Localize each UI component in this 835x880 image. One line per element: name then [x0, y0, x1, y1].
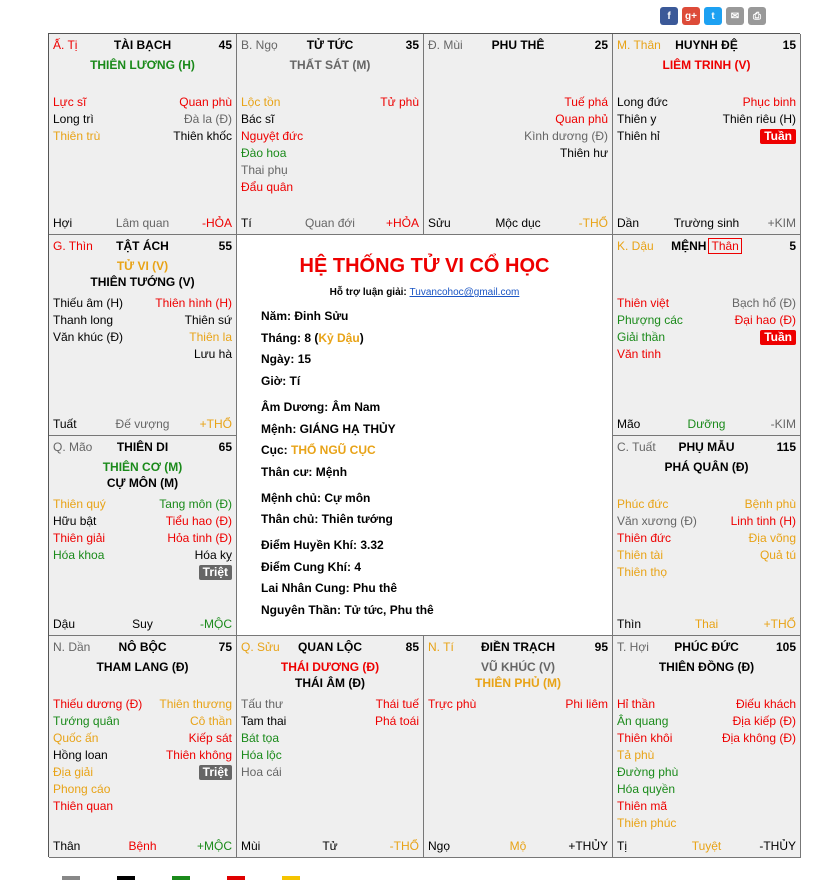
minor-star: Tả phù: [617, 748, 655, 762]
palace-name: ĐIỀN TRẠCH: [481, 640, 555, 654]
palace-name: NÔ BỘC: [118, 640, 167, 654]
minor-star: Quốc ấn: [53, 731, 99, 745]
main-star: THÁI DƯƠNG (Đ): [280, 660, 380, 674]
footer-element: +THỔ: [199, 417, 232, 431]
palace-name: TỬ TỨC: [306, 38, 354, 52]
footer-branch: Mùi: [241, 839, 261, 853]
palace-header: [617, 38, 796, 52]
minor-star: Tuế phá: [564, 95, 608, 109]
footer-branch: Dậu: [53, 617, 76, 631]
main-star: CỰ MÔN (M): [106, 476, 179, 490]
palace-name: PHU THÊ: [491, 38, 545, 52]
info-label: Lai Nhân Cung:: [261, 581, 353, 595]
info-value: THỔ NGŨ CỤC: [291, 443, 376, 457]
minor-star: Lực sĩ: [53, 95, 87, 109]
info-label: Mệnh chủ:: [261, 491, 325, 505]
minor-star: Thiên khôi: [617, 731, 673, 745]
palace-footer: [617, 839, 796, 853]
minor-star: Hoa cái: [241, 765, 282, 779]
minor-star: Phá toái: [374, 714, 419, 728]
minor-stars-right: [375, 696, 419, 730]
palace-number: 5: [789, 239, 796, 253]
minor-star: Hóa lộc: [241, 748, 282, 762]
main-star: THAM LANG (Đ): [96, 660, 189, 674]
minor-star: [732, 329, 796, 346]
main-star: PHÁ QUÂN (Đ): [664, 460, 749, 474]
footer-element: -MỘC: [200, 617, 232, 631]
footer-element: -THỦY: [759, 839, 796, 853]
than-tag: Thân: [708, 238, 741, 254]
footer-stage: Lâm quan: [115, 216, 170, 230]
footer-element: -THỔ: [578, 216, 608, 230]
main-star: THIÊN TƯỚNG (V): [90, 275, 195, 289]
minor-star: Thiên đức: [617, 531, 672, 545]
palace-header: [53, 38, 232, 52]
minor-star: Phục binh: [742, 95, 796, 109]
footer-element: +MỘC: [196, 839, 232, 853]
palace-number: 55: [218, 239, 232, 253]
palace-suu[interactable]: [237, 636, 424, 858]
info-value: Cự môn: [324, 491, 371, 505]
minor-star: Hỉ thần: [617, 697, 656, 711]
minor-star: Phượng các: [617, 313, 683, 327]
minor-star: Hóa kỵ: [194, 548, 232, 562]
info-line: [261, 400, 380, 414]
minor-star: Bệnh phù: [744, 497, 796, 511]
info-label: Năm:: [261, 309, 295, 323]
footer-stage: Thai: [694, 617, 719, 631]
minor-star: Thái tuế: [375, 697, 419, 711]
palace-name: TẬT ÁCH: [116, 239, 169, 253]
minor-stars-left: [53, 295, 123, 346]
palace-number: 115: [776, 440, 796, 454]
minor-star: Địa kiếp (Đ): [732, 714, 796, 728]
footer-branch: Tuất: [53, 417, 77, 431]
minor-star: Cô thần: [189, 714, 232, 728]
footer-stage: Tuyệt: [691, 839, 722, 853]
info-value: Thiên tướng: [321, 512, 393, 526]
minor-star: Tử phù: [380, 95, 419, 109]
footer-stage: Tử: [322, 839, 338, 853]
share-bar: [660, 7, 766, 25]
minor-star: Hỏa tinh (Đ): [167, 531, 232, 545]
support-email-link[interactable]: Tuvancohoc@gmail.com: [409, 287, 520, 298]
main-star: THIÊN CƠ (M): [102, 460, 183, 474]
info-line: [261, 603, 434, 617]
palace-than[interactable]: [613, 34, 801, 235]
palace-number: 35: [405, 38, 419, 52]
minor-stars-left: [53, 94, 100, 145]
info-tail: ): [359, 331, 364, 345]
minor-star: Hóa khoa: [53, 548, 105, 562]
palace-ngo[interactable]: [237, 34, 424, 235]
palace-position: K. Dậu: [617, 239, 654, 253]
info-line: [261, 465, 347, 479]
minor-star: Văn tinh: [617, 347, 662, 361]
minor-star: Tam thai: [241, 714, 287, 728]
info-line: [261, 331, 364, 345]
legend-swatch: [282, 876, 300, 880]
palace-footer: [241, 839, 419, 853]
palace-header: [617, 239, 796, 253]
minor-stars-left: [617, 696, 678, 832]
palace-mui[interactable]: [424, 34, 613, 235]
palace-position: Q. Mão: [53, 440, 93, 454]
minor-star: Phi liêm: [565, 697, 608, 711]
palace-mao[interactable]: [49, 436, 237, 636]
footer-stage: Bệnh: [128, 839, 157, 853]
info-extra: Kỷ Dậu: [318, 331, 360, 345]
palace-number: 15: [782, 38, 796, 52]
main-star: LIÊM TRINH (V): [662, 58, 751, 72]
minor-star: Địa võng: [748, 531, 796, 545]
info-label: Tháng:: [261, 331, 305, 345]
palace-thin[interactable]: [49, 235, 237, 436]
footer-element: -HỎA: [202, 216, 232, 230]
footer-element: +HỎA: [385, 216, 419, 230]
palace-footer: [53, 839, 232, 853]
main-star: THIÊN ĐỒNG (Đ): [658, 660, 755, 674]
info-value: Phu thê: [353, 581, 397, 595]
palace-position: T. Hợi: [617, 640, 649, 654]
minor-stars-left: [53, 696, 142, 815]
minor-star: Thiên giải: [53, 531, 106, 545]
info-line: [261, 560, 361, 574]
minor-star: Nguyệt đức: [241, 129, 304, 143]
minor-stars-left: [617, 94, 668, 145]
minor-star: Văn xương (Đ): [617, 514, 697, 528]
tuan-badge: Tuần: [760, 129, 796, 144]
palace-ti[interactable]: [49, 34, 237, 235]
footer-element: +KIM: [767, 216, 796, 230]
minor-star: Giải thần: [617, 330, 666, 344]
minor-stars-left: [53, 496, 106, 564]
chart-title: HỆ THỐNG TỬ VI CỔ HỌC: [299, 255, 550, 277]
minor-star: Bát tọa: [241, 731, 280, 745]
palace-header: [428, 640, 608, 654]
palace-number: 65: [218, 440, 232, 454]
palace-position: Q. Sửu: [241, 640, 280, 654]
minor-star: Bạch hổ (Đ): [731, 296, 796, 310]
info-line: [261, 309, 348, 323]
footer-element: -KIM: [770, 417, 796, 431]
footer-branch: Dần: [617, 216, 640, 230]
minor-star: Tiểu hao (Đ): [165, 514, 232, 528]
minor-star: Linh tinh (H): [730, 514, 796, 528]
minor-star: Thiên quan: [53, 799, 114, 813]
info-label: Ngày:: [261, 352, 298, 366]
palace-name: PHỤ MẪU: [678, 440, 735, 454]
minor-star: Tấu thư: [241, 697, 284, 711]
minor-star: Quả tú: [759, 548, 796, 562]
print-icon[interactable]: ⎙: [748, 7, 766, 25]
legend-swatch: [227, 876, 245, 880]
center-info-panel: [237, 235, 613, 636]
main-star: THIÊN LƯƠNG (H): [90, 58, 195, 72]
palace-name: MỆNH Thân: [617, 239, 796, 253]
footer-stage: Mộc dục: [495, 216, 541, 230]
info-line: [261, 352, 311, 366]
footer-branch: Tị: [617, 839, 627, 853]
info-line: [261, 538, 384, 552]
palace-footer: [428, 839, 608, 853]
minor-star: Thiên không: [165, 748, 232, 762]
footer-stage: Suy: [132, 617, 153, 631]
info-line: [261, 443, 376, 457]
footer-stage: Đế vượng: [115, 417, 170, 431]
minor-star: Thiên trù: [53, 129, 101, 143]
minor-stars-left: [617, 496, 697, 581]
info-label: Giờ:: [261, 374, 290, 388]
palace-number: 75: [218, 640, 232, 654]
minor-stars-right: [731, 496, 796, 564]
minor-star: Thiên phúc: [617, 816, 677, 830]
minor-star: Thiên hình (H): [155, 296, 232, 310]
palace-name: PHÚC ĐỨC: [674, 640, 739, 654]
minor-star: Phúc đức: [617, 497, 669, 511]
palace-footer: [617, 617, 796, 631]
minor-stars-right: [159, 696, 232, 781]
minor-star: Đẩu quân: [241, 180, 294, 194]
minor-star: Kiếp sát: [188, 731, 232, 745]
palace-position: M. Thân: [617, 38, 661, 52]
palace-position: Đ. Mùi: [428, 38, 463, 52]
minor-star: Kình dương (Đ): [524, 129, 608, 143]
footer-stage: Quan đới: [305, 216, 355, 230]
palace-tuat[interactable]: [613, 436, 801, 636]
minor-star: [159, 764, 232, 781]
minor-star: Hữu bật: [53, 514, 97, 528]
palace-position: N. Tí: [428, 640, 454, 654]
palace-footer: [617, 216, 796, 230]
minor-star: Thiên y: [617, 112, 657, 126]
minor-star: Lưu hà: [193, 347, 232, 361]
minor-star: Thiên mã: [617, 799, 668, 813]
minor-stars-right: [524, 94, 608, 162]
info-line: [261, 374, 300, 388]
info-value: Tử tức, Phu thê: [344, 603, 434, 617]
minor-star: Long trì: [53, 112, 94, 126]
palace-number: 25: [594, 38, 608, 52]
footer-stage: Mộ: [509, 839, 527, 853]
minor-star: Bác sĩ: [241, 112, 275, 126]
footer-branch: Thân: [53, 839, 81, 853]
info-label: Cục:: [261, 443, 291, 457]
palace-header: [53, 239, 232, 253]
main-star: THẤT SÁT (M): [289, 58, 371, 72]
info-label: Thân cư:: [261, 465, 316, 479]
palace-footer: [53, 417, 232, 431]
minor-star: Thiên việt: [617, 296, 670, 310]
minor-star: Hóa quyền: [617, 782, 676, 796]
minor-stars-left: [617, 295, 683, 363]
minor-star: Đường phù: [617, 765, 679, 779]
minor-star: Tang môn (Đ): [159, 497, 232, 511]
minor-stars-left: [241, 94, 303, 196]
minor-star: Thiên tài: [617, 548, 664, 562]
minor-star: Phong cáo: [53, 782, 111, 796]
minor-star: Ân quang: [617, 714, 669, 728]
minor-star: Thiên la: [189, 330, 232, 344]
palace-header: [428, 38, 608, 52]
palace-position: B. Ngọ: [241, 38, 278, 52]
minor-star: Đà la (Đ): [183, 112, 232, 126]
minor-star: Thai phụ: [241, 163, 288, 177]
palace-header: [53, 440, 232, 454]
minor-stars-left: [428, 696, 476, 713]
footer-stage: Trường sinh: [673, 216, 740, 230]
minor-stars-right: [722, 696, 796, 747]
footer-branch: Tí: [241, 216, 252, 230]
footer-stage: Dưỡng: [687, 417, 726, 431]
tuvi-chart: [48, 33, 800, 857]
triet-badge: Triệt: [199, 565, 232, 580]
info-value: 4: [354, 560, 362, 574]
info-value: GIÁNG HẠ THỦY: [299, 422, 396, 436]
minor-star: Hồng loan: [53, 748, 108, 762]
minor-stars-right: [565, 696, 608, 713]
info-value: Đinh Sửu: [294, 309, 349, 323]
footer-branch: Ngọ: [428, 839, 451, 853]
info-value: 8 (: [304, 331, 319, 345]
footer-element: +THỔ: [763, 617, 796, 631]
main-star: THÁI ÂM (Đ): [295, 676, 365, 690]
palace-name: QUAN LỘC: [298, 640, 362, 654]
minor-star: Lộc tồn: [241, 95, 281, 109]
support-label: Hỗ trợ luận giải:: [329, 287, 410, 298]
info-value: Mệnh: [315, 465, 348, 479]
palace-footer: [53, 617, 232, 631]
support-line: [237, 287, 612, 298]
footer-branch: Hợi: [53, 216, 73, 230]
minor-star: Thiên thọ: [617, 565, 668, 579]
palace-position: G. Thìn: [53, 239, 93, 253]
minor-star: Thiếu dương (Đ): [53, 697, 143, 711]
tuan-badge: Tuần: [760, 330, 796, 345]
footer-branch: Thìn: [617, 617, 642, 631]
footer-branch: Mão: [617, 417, 641, 431]
palace-position: Ấ. Tị: [53, 38, 78, 52]
minor-star: Thiên hỉ: [617, 129, 660, 143]
footer-branch: Sửu: [428, 216, 451, 230]
palace-number: 85: [405, 640, 419, 654]
minor-star: Quan phủ: [555, 112, 608, 126]
palace-position: C. Tuất: [617, 440, 656, 454]
minor-star: Thiếu âm (H): [53, 296, 124, 310]
info-value: 15: [297, 352, 312, 366]
palace-number: 95: [594, 640, 608, 654]
palace-header: [241, 38, 419, 52]
palace-footer: [428, 216, 608, 230]
minor-stars-right: [155, 295, 232, 363]
info-line: [261, 581, 397, 595]
palace-dan[interactable]: [49, 636, 237, 858]
main-star: TỬ VI (V): [116, 259, 169, 273]
info-label: Mệnh:: [261, 422, 300, 436]
minor-star: Thiên sứ: [184, 313, 232, 327]
palace-tii[interactable]: [424, 636, 613, 858]
info-value: 3.32: [360, 538, 384, 552]
info-line: [261, 422, 396, 436]
palace-dau[interactable]: [613, 235, 801, 436]
main-star: THIÊN PHỦ (M): [475, 676, 561, 690]
minor-star: Long đức: [617, 95, 668, 109]
minor-stars-right: [723, 94, 796, 145]
minor-star: [723, 128, 796, 145]
palace-hoi[interactable]: [613, 636, 801, 858]
minor-star: [159, 564, 232, 581]
info-label: Nguyên Thần:: [261, 603, 345, 617]
palace-footer: [617, 417, 796, 431]
minor-star: Thiên thương: [159, 697, 232, 711]
triet-badge: Triệt: [199, 765, 232, 780]
palace-header: [53, 640, 232, 654]
legend-swatch: [117, 876, 135, 880]
info-value: Âm Nam: [331, 400, 381, 414]
info-label: Điểm Cung Khí:: [261, 560, 355, 574]
minor-star: Quan phù: [179, 95, 232, 109]
twitter-icon[interactable]: t: [704, 7, 722, 25]
minor-star: Điếu khách: [735, 697, 796, 711]
info-line: [261, 512, 393, 526]
minor-stars-right: [732, 295, 796, 346]
palace-position: N. Dần: [53, 640, 91, 654]
palace-name: THIÊN DI: [116, 440, 169, 454]
palace-header: [617, 440, 796, 454]
minor-star: Thiên quý: [53, 497, 106, 511]
minor-star: Thanh long: [53, 313, 114, 327]
minor-star: Thiên riêu (H): [722, 112, 796, 126]
palace-name: TÀI BẠCH: [113, 38, 172, 52]
mail-icon[interactable]: ✉: [726, 7, 744, 25]
minor-star: Thiên khốc: [173, 129, 232, 143]
minor-star: Thiên hư: [559, 146, 608, 160]
main-star: VŨ KHÚC (V): [481, 660, 555, 674]
legend-swatch: [172, 876, 190, 880]
minor-star: Văn khúc (Đ): [53, 330, 124, 344]
info-value: Tí: [289, 374, 301, 388]
footer-element: -THỔ: [389, 839, 419, 853]
palace-number: 45: [218, 38, 232, 52]
minor-star: Tướng quân: [53, 714, 120, 728]
minor-star: Đại hao (Đ): [734, 313, 796, 327]
info-label: Âm Dương:: [261, 400, 332, 414]
info-label: Điểm Huyền Khí:: [261, 538, 361, 552]
palace-footer: [241, 216, 419, 230]
facebook-icon[interactable]: f: [660, 7, 678, 25]
legend-swatch: [62, 876, 80, 880]
minor-stars-right: [380, 94, 419, 111]
color-legend: [62, 876, 300, 880]
info-label: Thân chủ:: [261, 512, 322, 526]
minor-star: Đào hoa: [241, 146, 287, 160]
footer-element: +THỦY: [568, 839, 608, 853]
minor-stars-right: [159, 496, 232, 581]
minor-star: Địa không (Đ): [721, 731, 796, 745]
palace-header: [241, 640, 419, 654]
minor-stars-right: [173, 94, 232, 145]
minor-star: Địa giải: [53, 765, 94, 779]
palace-header: [617, 640, 796, 654]
palace-number: 105: [775, 640, 796, 654]
info-line: [261, 491, 370, 505]
minor-stars-left: [241, 696, 286, 781]
palace-name: HUYNH ĐỆ: [675, 38, 738, 52]
palace-footer: [53, 216, 232, 230]
googleplus-icon[interactable]: g+: [682, 7, 700, 25]
minor-star: Trực phù: [428, 697, 477, 711]
